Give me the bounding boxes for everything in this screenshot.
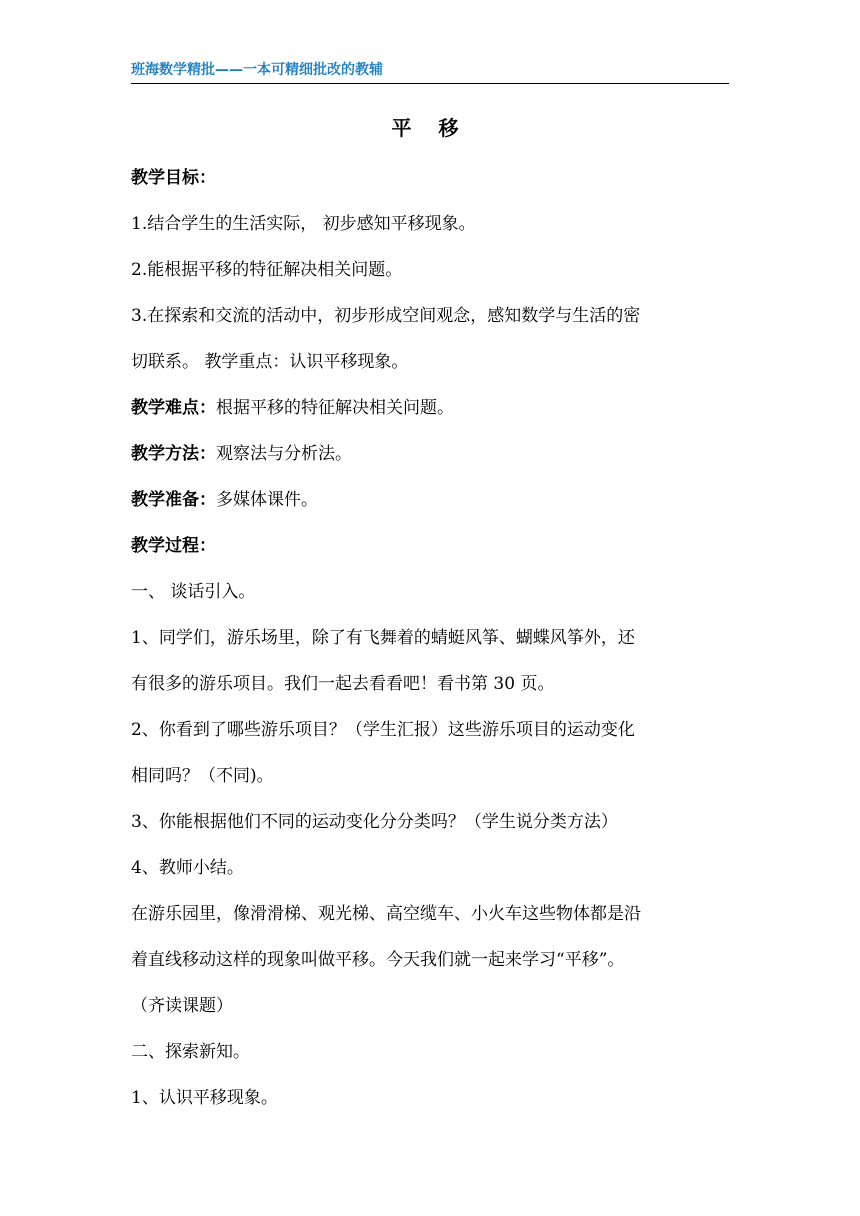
paragraph-line: 2、你看到了哪些游乐项目？（学生汇报）这些游乐项目的运动变化 [131, 720, 635, 740]
paragraph-line: 2.能根据平移的特征解决相关问题。 [131, 260, 403, 280]
paragraph-line: 3.在探索和交流的活动中，初步形成空间观念，感知数学与生活的密 [131, 306, 641, 326]
paragraph-line: 1、认识平移现象。 [131, 1088, 278, 1108]
method-line [131, 431, 731, 477]
paragraph-line: 一、 谈话引入。 [131, 582, 256, 602]
difficulty-text: 根据平移的特征解决相关问题。 [216, 398, 454, 418]
preparation-label: 教学准备： [131, 490, 216, 510]
paragraph-line: 1.结合学生的生活实际， 初步感知平移现象。 [131, 214, 476, 234]
paragraph-line: 3、你能根据他们不同的运动变化分分类吗？（学生说分类方法） [131, 812, 618, 832]
paragraph-line: 4、教师小结。 [131, 858, 244, 878]
header-divider [131, 83, 729, 84]
document-body [131, 155, 731, 1121]
difficulty-label: 教学难点： [131, 398, 216, 418]
paragraph-line: 1、同学们，游乐场里，除了有飞舞着的蜻蜓风筝、蝴蝶风筝外，还 [131, 628, 635, 648]
page-header: 班海数学精批——一本可精细批改的教辅 [131, 62, 383, 78]
paragraph-line: （齐读课题） [131, 996, 233, 1016]
difficulty-line [131, 385, 731, 431]
page-title: 平 移 [391, 116, 469, 140]
paragraph-line: 二、探索新知。 [131, 1042, 250, 1062]
method-label: 教学方法： [131, 444, 216, 464]
paragraph-line: 着直线移动这样的现象叫做平移。今天我们就一起来学习“平移”。 [131, 950, 625, 970]
paragraph-line: 切联系。 教学重点：认识平移现象。 [131, 352, 409, 372]
section-heading-process: 教学过程： [131, 536, 216, 556]
paragraph-line: 在游乐园里，像滑滑梯、观光梯、高空缆车、小火车这些物体都是沿 [131, 904, 641, 924]
paragraph-line: 相同吗？（不同)。 [131, 766, 274, 786]
paragraph-line: 有很多的游乐项目。我们一起去看看吧！看书第 30 页。 [131, 674, 555, 694]
preparation-line [131, 477, 731, 523]
section-heading-goals: 教学目标： [131, 168, 216, 188]
method-text: 观察法与分析法。 [216, 444, 352, 464]
preparation-text: 多媒体课件。 [216, 490, 318, 510]
